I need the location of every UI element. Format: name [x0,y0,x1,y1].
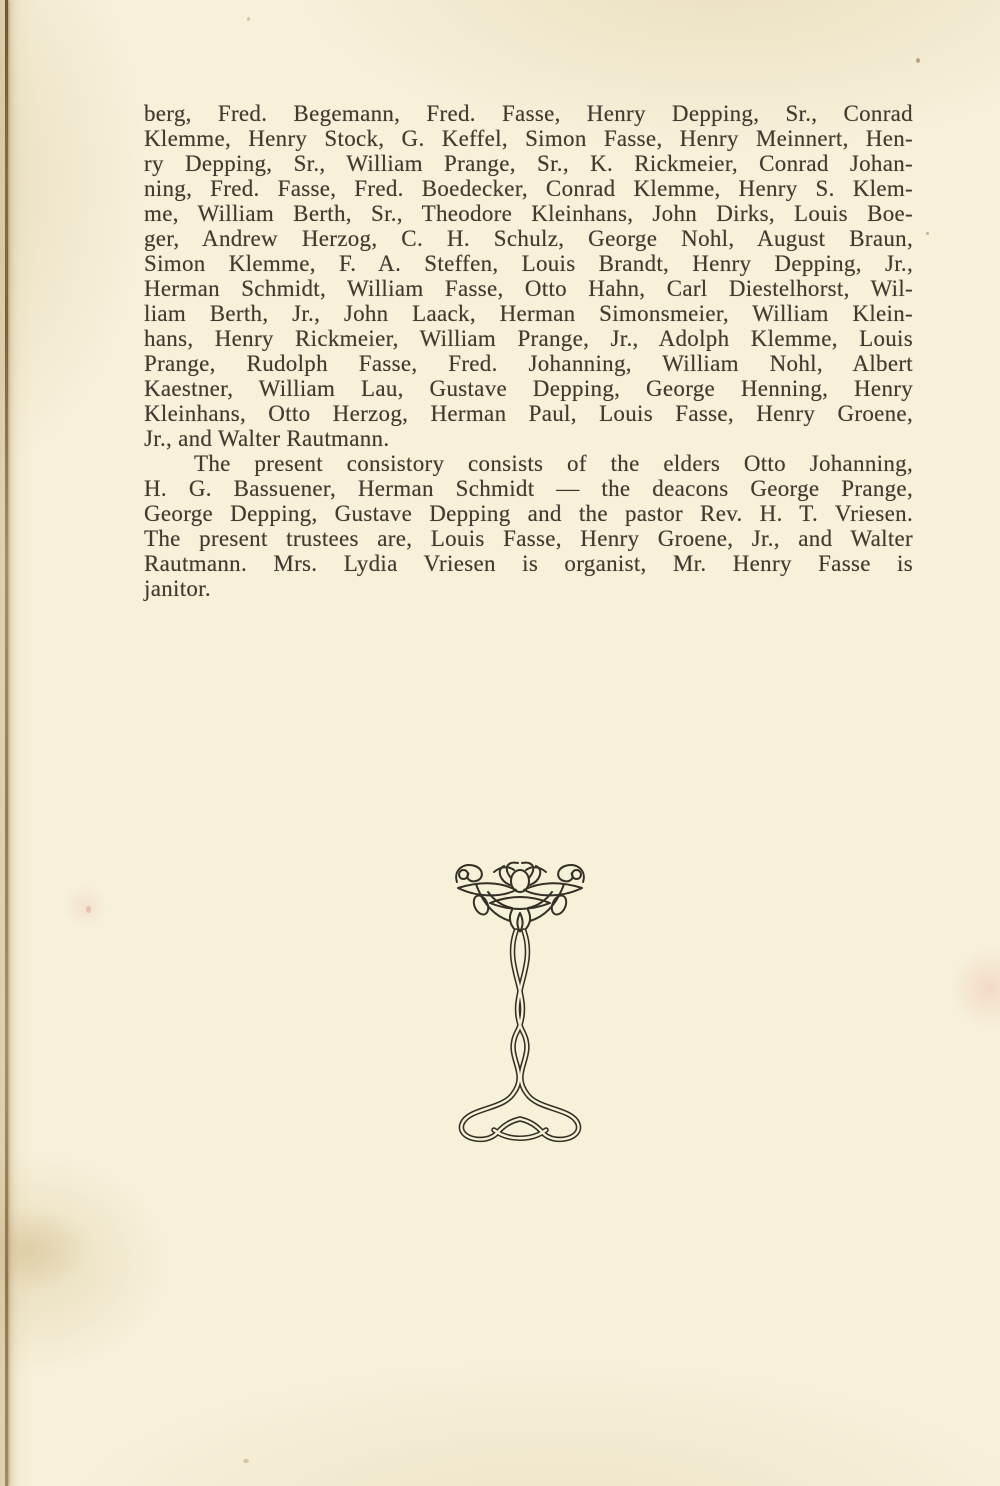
text-line: Kaestner, William Lau, Gustave Depping, George Henning, Henry [144,376,913,401]
text-line: Kleinhans, Otto Herzog, Herman Paul, Louis Fasse, Henry Groene, [144,401,913,426]
text-line: The present trustees are, Louis Fasse, Henry Groene, Jr., and Walter [144,526,913,551]
text-line: Klemme, Henry Stock, G. Keffel, Simon Fasse, Henry Meinnert, Hen- [144,126,913,151]
text-line: ning, Fred. Fasse, Fred. Boedecker, Conrad Klemme, Henry S. Klem- [144,176,913,201]
text-line: Rautmann. Mrs. Lydia Vriesen is organist, Mr. Henry Fasse is [144,551,913,576]
text-line: berg, Fred. Begemann, Fred. Fasse, Henry Depping, Sr., Conrad [144,101,913,126]
paragraph-names-list [144,101,913,451]
paper-speck [926,232,929,235]
text-line: Simon Klemme, F. A. Steffen, Louis Brandt, Henry Depping, Jr., [144,251,913,276]
text-line: The present consistory consists of the elders Otto Johanning, [194,451,913,476]
text-line: me, William Berth, Sr., Theodore Kleinhans, John Dirks, Louis Boe- [144,201,913,226]
text-line: H. G. Bassuener, Herman Schmidt — the deacons George Prange, [144,476,913,501]
tailpiece-ornament-icon [450,858,590,1143]
text-line: hans, Henry Rickmeier, William Prange, Jr., Adolph Klemme, Louis [144,326,913,351]
paper-speck [243,1459,249,1463]
text-line: janitor. [144,576,211,601]
text-line: liam Berth, Jr., John Laack, Herman Simonsmeier, William Klein- [144,301,913,326]
text-line: Jr., and Walter Rautmann. [144,426,390,451]
text-line: ger, Andrew Herzog, C. H. Schulz, George Nohl, August Braun, [144,226,913,251]
page-binding-edge [5,0,8,1486]
paper-speck [247,17,250,21]
paper-speck [916,58,920,63]
text-line: Prange, Rudolph Fasse, Fred. Johanning, William Nohl, Albert [144,351,913,376]
page-text-block [144,101,913,601]
text-line: George Depping, Gustave Depping and the pastor Rev. H. T. Vriesen. [144,501,913,526]
paper-speck [86,906,91,913]
paragraph-consistory [144,451,913,601]
text-line: Herman Schmidt, William Fasse, Otto Hahn, Carl Diestelhorst, Wil- [144,276,913,301]
text-line: ry Depping, Sr., William Prange, Sr., K. Rickmeier, Conrad Johan- [144,151,913,176]
